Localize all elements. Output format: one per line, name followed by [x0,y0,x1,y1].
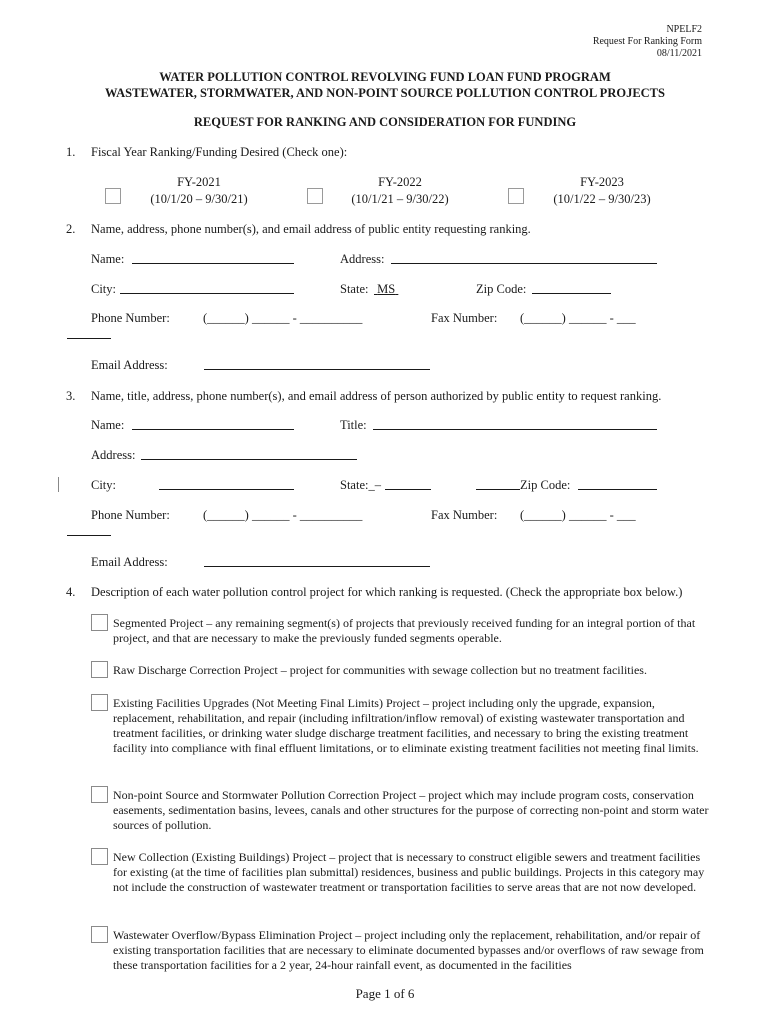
form-date: 08/11/2021 [656,48,702,59]
person-phone-field[interactable]: (______) ______ - __________ [203,508,363,522]
new-collection-checkbox[interactable] [91,848,108,865]
fy2022-range: (10/1/21 – 9/30/22) [351,192,449,206]
segmented-project-checkbox[interactable] [91,614,108,631]
section2-label: Name, address, phone number(s), and email address of public entity requesting ranking. [91,222,531,236]
margin-mark [58,477,59,492]
person-email-field[interactable] [204,566,430,567]
nonpoint-source-text: Non-point Source and Stormwater Pollution Correction Project – project which may include program costs, conservation easements, sedimentation basins, levees, canals and other structures for the purpose of correcting non-point and storm water sources of pollution. [113,788,709,832]
overflow-bypass-text: Wastewater Overflow/Bypass Elimination Project – project including only the replacement, rehabilitation, and/or repair of existing transportation facilities that are necessary to eliminate documented bypasses and/or overflows of raw sewage from these transportation facilities for a 2 year, 24-hour rainfall event, as documented in the facilities [113,928,704,972]
section4-label: Description of each water pollution control project for which ranking is requested. (Check the appropriate box below.) [91,585,683,599]
entity-fax-field[interactable]: (______) ______ - ___ [520,311,636,325]
existing-facilities-text: Existing Facilities Upgrades (Not Meeting Final Limits) Project – project including only the upgrade, expansion, replacement, rehabilitation, and repair (including infiltration/inflow removal) of existing wastewater transportation and treatment facilities, or drinking water sludge discharge treatment facilities, and necessary to bring the existing treatment facility into compliance with final effluent limitations, or to eliminate existing treatment facilities not meeting final limits. [113,696,699,755]
person-title-field[interactable] [373,429,657,430]
nonpoint-source-checkbox[interactable] [91,786,108,803]
section3-number: 3. [66,389,76,403]
entity-state-value[interactable] [374,282,398,297]
person-address-field[interactable] [141,459,357,460]
form-name: Request For Ranking Form [592,36,702,47]
program-title: WATER POLLUTION CONTROL REVOLVING FUND LOAN FUND PROGRAM [159,70,611,84]
projects-title: WASTEWATER, STORMWATER, AND NON-POINT SOURCE POLLUTION CONTROL PROJECTS [105,86,665,100]
entity-state-label: State: [340,282,369,296]
entity-city-field[interactable] [120,293,294,294]
entity-address-label: Address: [340,252,385,266]
section1-label: Fiscal Year Ranking/Funding Desired (Check one): [91,145,348,159]
person-title-label: Title: [340,418,367,432]
raw-discharge-checkbox[interactable] [91,661,108,678]
fy2021-range: (10/1/20 – 9/30/21) [150,192,248,206]
person-fax-label: Fax Number: [431,508,498,522]
person-fax-field[interactable]: (______) ______ - ___ [520,508,636,522]
raw-discharge-text: Raw Discharge Correction Project – project for communities with sewage collection but no treatment facilities. [113,663,647,677]
section4-number: 4. [66,585,76,599]
entity-email-field[interactable] [204,369,430,370]
entity-email-label: Email Address: [91,358,168,372]
segmented-project-text: Segmented Project – any remaining segment(s) of projects that previously received funding for an integral portion of that project, and that are necessary to make the previously funded segments operable. [113,616,696,645]
person-city-field[interactable] [159,489,294,490]
entity-city-label: City: [91,282,117,296]
section2-number: 2. [66,222,76,236]
entity-state-text: MS [377,282,396,296]
person-state-label: State:_– [340,478,381,492]
section1-number: 1. [66,145,76,159]
person-address-label: Address: [91,448,136,462]
entity-fax-continuation[interactable] [67,338,111,339]
page-number: Page 1 of 6 [355,986,415,1001]
request-title: REQUEST FOR RANKING AND CONSIDERATION FOR FUNDING [193,115,577,129]
new-collection-text: New Collection (Existing Buildings) Project – project that is necessary to construct eligible sewers and treatment facilities for existing (at the time of facilities plan submittal) residences, business and public buildings. Projects in this category may not include the construction of wastewater treatment or transportation facilities to serve areas that are not now developed. [113,850,705,894]
person-phone-label: Phone Number: [91,508,170,522]
fy2023-year: FY-2023 [580,175,624,189]
entity-name-label: Name: [91,252,125,266]
person-name-label: Name: [91,418,125,432]
entity-phone-field[interactable]: (______) ______ - __________ [203,311,363,325]
section3-label: Name, title, address, phone number(s), and email address of person authorized by public entity to request ranking. [91,389,662,403]
fy2022-year: FY-2022 [378,175,422,189]
person-zip-label: Zip Code: [520,478,571,492]
entity-zip-field[interactable] [532,293,611,294]
fy2021-year: FY-2021 [177,175,221,189]
fy2023-range: (10/1/22 – 9/30/23) [553,192,651,206]
form-code: NPELF2 [666,24,702,35]
entity-phone-label: Phone Number: [91,311,170,325]
entity-address-field[interactable] [391,263,657,264]
person-email-label: Email Address: [91,555,168,569]
entity-name-field[interactable] [132,263,294,264]
fy2022-option [320,174,480,208]
person-city-label: City: [91,478,117,492]
person-name-field[interactable] [132,429,294,430]
existing-facilities-checkbox[interactable] [91,694,108,711]
entity-fax-label: Fax Number: [431,311,498,325]
fy2023-option [522,174,682,208]
fy2021-option [119,174,279,208]
person-state-field[interactable] [385,489,431,490]
person-fax-continuation[interactable] [67,535,111,536]
overflow-bypass-checkbox[interactable] [91,926,108,943]
entity-zip-label: Zip Code: [476,282,527,296]
person-zip-field[interactable] [578,489,657,490]
person-zip-lead [476,489,520,490]
